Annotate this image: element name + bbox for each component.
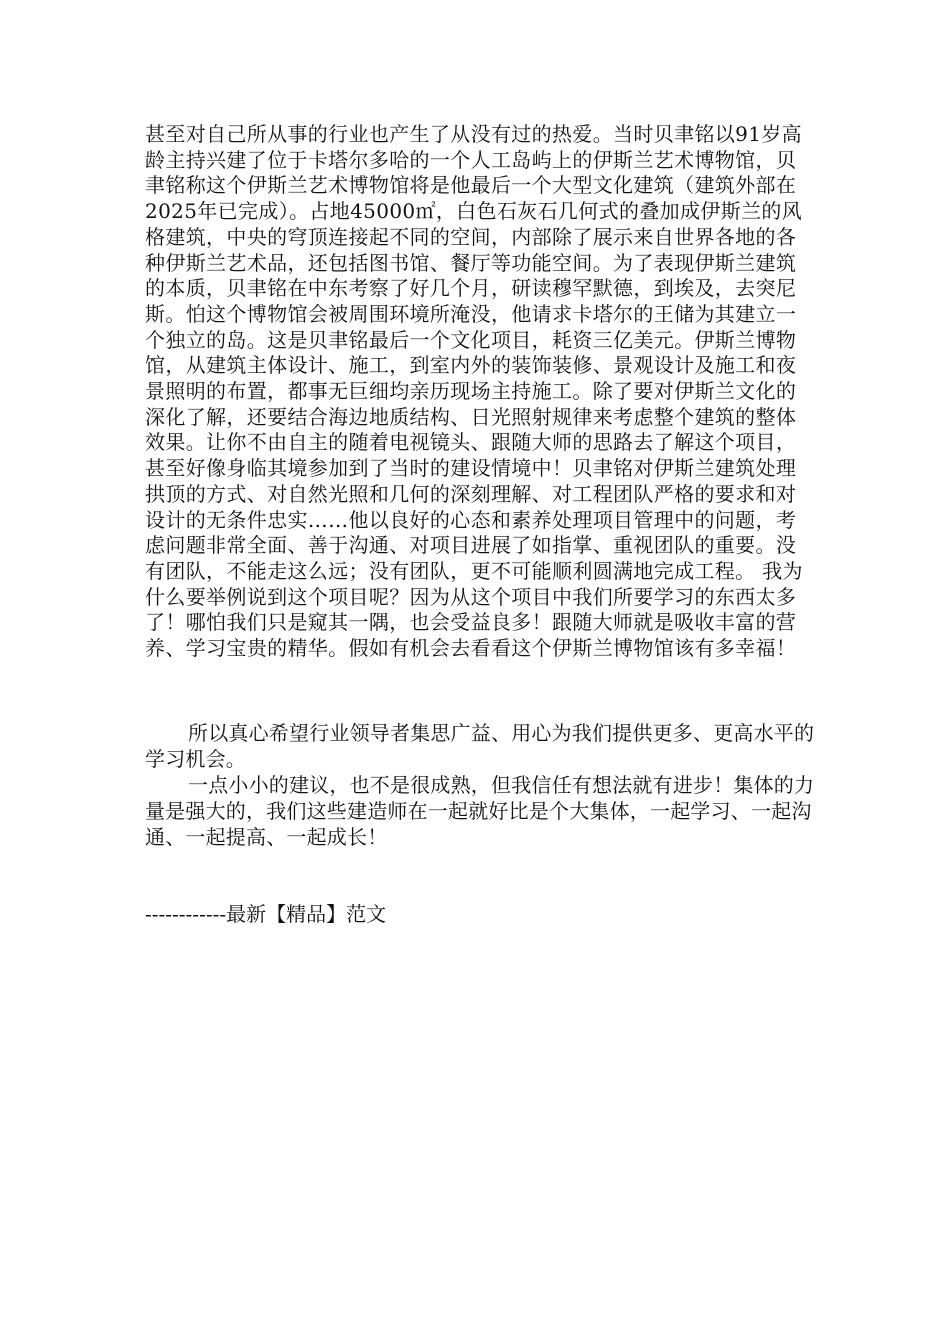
body-paragraph-3: 一点小小的建议，也不是很成熟，但我信任有想法就有进步！集体的力量是强大的，我们这些建造师在一起就好比是个大集体，一起学习、一起沟通、一起提高、一起成长！ bbox=[145, 773, 815, 849]
body-paragraph-2: 所以真心希望行业领导者集思广益、用心为我们提供更多、更高水平的学习机会。 bbox=[145, 721, 815, 771]
footer-text: ------------最新【精品】范文 bbox=[145, 902, 387, 926]
body-paragraph-1: 甚至对自己所从事的行业也产生了从没有过的热爱。当时贝聿铭以91岁高龄主持兴建了位于卡塔尔多哈的一个人工岛屿上的伊斯兰艺术博物馆，贝聿铭称这个伊斯兰艺术博物馆将是他最后一个大型文化建筑（建筑外部在2025年已完成）。占地45000㎡，白色石灰石几何式的叠加成伊斯兰的风格建筑，中央的穹顶连接起不同的空间，内部除了展示来自世界各地的各种伊斯兰艺术品，还包括图书馆、餐厅等功能空间。为了表现伊斯兰建筑的本质，贝聿铭在中东考察了好几个月，研读穆罕默德，到埃及，去突尼斯。怕这个博物馆会被周围环境所淹没，他请求卡塔尔的王储为其建立一个独立的岛。这是贝聿铭最后一个文化项目，耗资三亿美元。伊斯兰博物馆，从建筑主体设计、施工，到室内外的装饰装修、景观设计及施工和夜景照明的布置，都事无巨细均亲历现场主持施工。除了要对伊斯兰文化的深化了解，还要结合海边地质结构、日光照射规律来考虑整个建筑的整体效果。让你不由自主的随着电视镜头、跟随大师的思路去了解这个项目，甚至好像身临其境参加到了当时的建设情境中！贝聿铭对伊斯兰建筑处理拱顶的方式、对自然光照和几何的深刻理解、对工程团队严格的要求和对设计的无条件忠实……他以良好的心态和素养处理项目管理中的问题，考虑问题非常全面、善于沟通、对项目进展了如指掌、重视团队的重要。没有团队，不能走这么远；没有团队，更不可能顺利圆满地完成工程。 我为什么要举例说到这个项目呢？因为从这个项目中我们所要学习的东西太多了！哪怕我们只是窥其一隅，也会受益良多！跟随大师就是吸收丰富的营养、学习宝贵的精华。假如有机会去看看这个伊斯兰博物馆该有多幸福！ bbox=[145, 122, 803, 661]
